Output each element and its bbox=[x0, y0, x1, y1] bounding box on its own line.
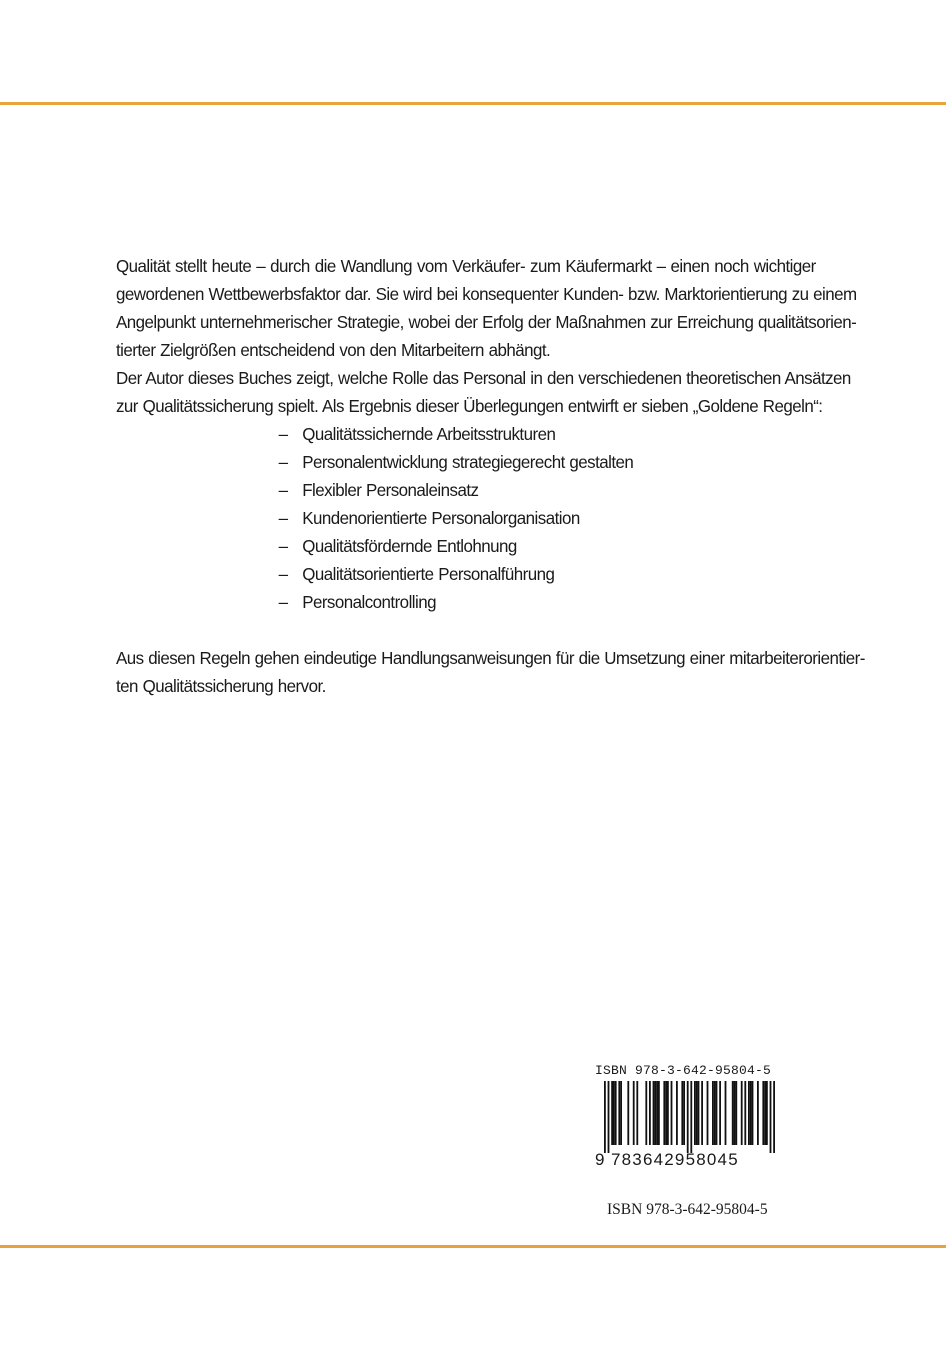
barcode-bar bbox=[744, 1081, 746, 1145]
barcode-bar bbox=[766, 1081, 768, 1145]
barcode-bar bbox=[676, 1081, 678, 1145]
barcode-bar bbox=[653, 1081, 655, 1145]
barcode-bar bbox=[712, 1081, 714, 1145]
barcode-bar bbox=[694, 1081, 696, 1145]
top-divider-line bbox=[0, 102, 946, 105]
list-item bbox=[279, 448, 816, 476]
barcode-bar bbox=[757, 1081, 759, 1145]
barcode-bar bbox=[618, 1081, 620, 1145]
bottom-divider-line bbox=[0, 1245, 946, 1248]
rule-text: Qualitätsorientierte Personalführung bbox=[302, 564, 555, 584]
barcode-bar bbox=[633, 1081, 635, 1145]
barcode-bar bbox=[701, 1081, 703, 1145]
dash-bullet: – bbox=[278, 508, 288, 528]
barcode-bar bbox=[665, 1081, 667, 1145]
barcode-guard-bar bbox=[770, 1081, 772, 1153]
barcode-bars bbox=[593, 1081, 785, 1153]
barcode-bar bbox=[620, 1081, 622, 1145]
barcode-bar bbox=[627, 1081, 629, 1145]
barcode-bar bbox=[725, 1081, 727, 1145]
barcode-isbn-label: ISBN 978-3-642-95804-5 bbox=[595, 1063, 772, 1078]
list-item bbox=[279, 560, 816, 588]
barcode-guard-bar bbox=[773, 1081, 775, 1153]
barcode-guard-bar bbox=[690, 1081, 692, 1153]
rule-text: Kundenorientierte Personalorganisation bbox=[302, 508, 580, 528]
barcode-bar bbox=[696, 1081, 698, 1145]
golden-rules-list bbox=[116, 420, 816, 616]
barcode-bar bbox=[656, 1081, 658, 1145]
barcode-bar bbox=[716, 1081, 718, 1145]
list-item bbox=[279, 476, 816, 504]
blurb-line: zur Qualitätssicherung spielt. Als Ergebnis dieser Überlegungen entwirft er sieben „Goldene Regeln“: bbox=[116, 396, 823, 416]
barcode-bar bbox=[748, 1081, 750, 1145]
rule-text: Flexibler Personaleinsatz bbox=[302, 480, 479, 500]
list-item bbox=[279, 588, 816, 616]
dash-bullet: – bbox=[278, 536, 288, 556]
dash-bullet: – bbox=[278, 592, 288, 612]
barcode-bar bbox=[764, 1081, 766, 1145]
list-item bbox=[279, 532, 816, 560]
barcode-bar bbox=[735, 1081, 737, 1145]
blurb-line: tierter Zielgrößen entscheidend von den Mitarbeitern abhängt. bbox=[116, 340, 551, 360]
back-cover-blurb bbox=[116, 252, 865, 700]
barcode-first-digit: 9 bbox=[595, 1150, 605, 1169]
rule-text: Qualitätssichernde Arbeitsstrukturen bbox=[302, 424, 556, 444]
blurb-line: Angelpunkt unternehmerischer Strategie, wobei der Erfolg der Maßnahmen zur Erreichung qualitätsorien- bbox=[116, 312, 857, 332]
barcode-bar bbox=[750, 1081, 752, 1145]
barcode-bar bbox=[613, 1081, 615, 1145]
list-item bbox=[279, 420, 816, 448]
barcode-bar bbox=[762, 1081, 764, 1145]
barcode-bar bbox=[611, 1081, 613, 1145]
barcode-bar bbox=[615, 1081, 617, 1145]
dash-bullet: – bbox=[278, 480, 288, 500]
blurb-line: Aus diesen Regeln gehen eindeutige Handlungsanweisungen für die Umsetzung einer mitarbeiterorientier- bbox=[116, 648, 865, 668]
dash-bullet: – bbox=[278, 564, 288, 584]
barcode-bar bbox=[741, 1081, 743, 1145]
barcode-bar bbox=[671, 1081, 673, 1145]
list-item bbox=[279, 504, 816, 532]
barcode-bar bbox=[734, 1081, 736, 1145]
barcode-bar bbox=[752, 1081, 754, 1145]
barcode-bar bbox=[707, 1081, 709, 1145]
blurb-line: gewordenen Wettbewerbsfaktor dar. Sie wird bei konsequenter Kunden- bzw. Marktorientierung zu einem bbox=[116, 284, 857, 304]
barcode-bar bbox=[654, 1081, 656, 1145]
blurb-line: Qualität stellt heute – durch die Wandlung vom Verkäufer- zum Käufermarkt – einen noch wichtiger bbox=[116, 256, 816, 276]
dash-bullet: – bbox=[278, 424, 288, 444]
barcode-bar bbox=[667, 1081, 669, 1145]
barcode-bar bbox=[636, 1081, 638, 1145]
barcode-guard-bar bbox=[608, 1081, 610, 1153]
blurb-paragraph-1 bbox=[116, 252, 857, 364]
barcode-bar bbox=[714, 1081, 716, 1145]
barcode-bar bbox=[719, 1081, 721, 1145]
barcode-bar bbox=[649, 1081, 651, 1145]
barcode-guard-bar bbox=[604, 1081, 606, 1153]
barcode-bar bbox=[698, 1081, 700, 1145]
isbn-barcode bbox=[593, 1063, 785, 1171]
barcode-bar bbox=[732, 1081, 734, 1145]
barcode-bar bbox=[681, 1081, 683, 1145]
barcode-digits bbox=[593, 1151, 785, 1171]
barcode-bar bbox=[645, 1081, 647, 1145]
barcode-bar bbox=[658, 1081, 660, 1145]
rule-text: Personalentwicklung strategiegerecht gestalten bbox=[302, 452, 634, 472]
barcode-digit-groups: 783642958045 bbox=[611, 1150, 739, 1169]
rule-text: Qualitätsfördernde Entlohnung bbox=[302, 536, 517, 556]
blurb-paragraph-2 bbox=[116, 364, 851, 420]
rule-text: Personalcontrolling bbox=[302, 592, 437, 612]
isbn-text: ISBN 978-3-642-95804-5 bbox=[607, 1201, 768, 1218]
barcode-bar bbox=[683, 1081, 685, 1145]
blurb-paragraph-3 bbox=[116, 644, 865, 700]
barcode-guard-bar bbox=[687, 1081, 689, 1153]
blurb-line: ten Qualitätssicherung hervor. bbox=[116, 676, 326, 696]
barcode-bar bbox=[663, 1081, 665, 1145]
paragraph-spacer bbox=[116, 616, 816, 644]
dash-bullet: – bbox=[278, 452, 288, 472]
blurb-line: Der Autor dieses Buches zeigt, welche Rolle das Personal in den verschiedenen theoretischen Ansätzen bbox=[116, 368, 851, 388]
